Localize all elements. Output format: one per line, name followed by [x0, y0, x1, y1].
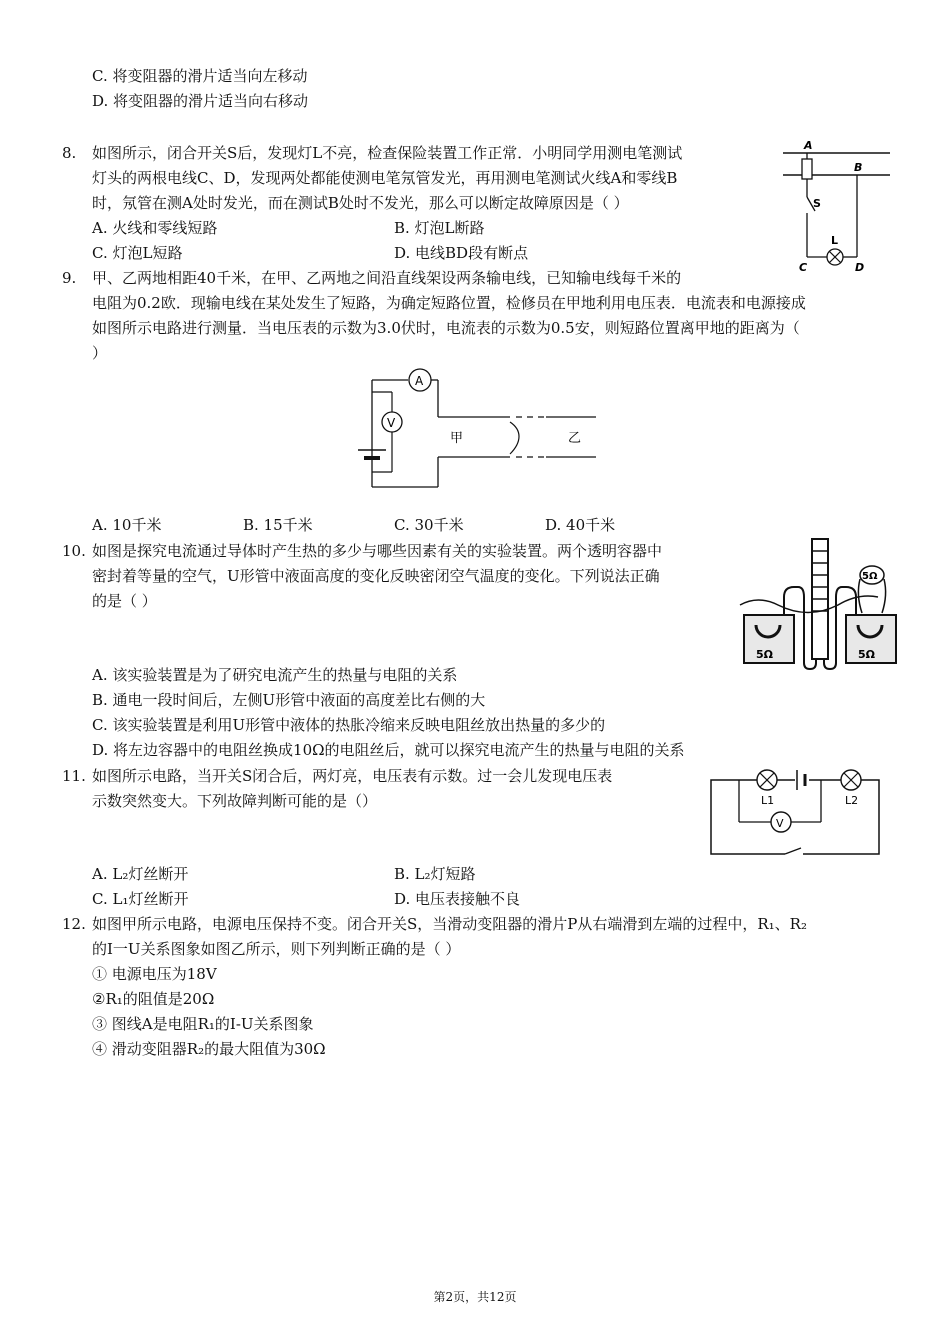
q12-statement-1: ① 电源电压为18V — [92, 965, 217, 983]
q8-option-b: B. 灯泡L断路 — [394, 219, 485, 237]
q9-stem-line1: 甲、乙两地相距40千米，在甲、乙两地之间沿直线架设两条输电线，已知输电线每千米的 — [92, 269, 682, 287]
q12-stem-line2: 的I一U关系图象如图乙所示，则下列判断正确的是（ ） — [92, 940, 461, 958]
q11-circuit-figure — [705, 762, 885, 862]
q10-stem-line3: 的是（ ） — [92, 592, 157, 610]
q8-stem-line2: 灯头的两根电线C、D，发现两处都能使测电笔氖管发光，再用测电笔测试火线A和零线B — [92, 169, 678, 187]
q7-option-d: D. 将变阻器的滑片适当向右移动 — [92, 92, 309, 110]
q9-option-d: D. 40千米 — [545, 516, 616, 534]
q11-option-d: D. 电压表接触不良 — [394, 890, 521, 908]
q11-voltmeter-label: V — [776, 817, 784, 830]
q8-option-d: D. 电线BD段有断点 — [394, 244, 529, 262]
q10-option-c: C. 该实验装置是利用U形管中液体的热胀冷缩来反映电阻丝放出热量的多少的 — [92, 716, 606, 734]
q10-option-d: D. 将左边容器中的电阻丝换成10Ω的电阻丝后，就可以探究电流产生的热量与电阻的关系 — [92, 741, 685, 759]
q11-stem-line1: 如图所示电路，当开关S闭合后，两灯亮，电压表有示数。过一会儿发现电压表 — [92, 767, 613, 785]
q8-stem-line1: 如图所示，闭合开关S后，发现灯L不亮，检查保险装置工作正常．小明同学用测电笔测试 — [92, 144, 683, 162]
q9-stem-line3: 如图所示电路进行测量．当电压表的示数为3.0伏时，电流表的示数为0.5安，则短路位置离甲地的距离为（ — [92, 319, 800, 337]
q9-option-b: B. 15千米 — [243, 516, 313, 534]
q10-top-resistor-label: 5Ω — [862, 571, 878, 582]
q9-circuit-figure — [350, 362, 600, 492]
q9-jia-label: 甲 — [450, 431, 464, 446]
q11-option-c: C. L₁灯丝断开 — [92, 890, 189, 908]
q8-fig-label-b: B — [854, 161, 863, 174]
q10-stem-line2: 密封着等量的空气，U形管中液面高度的变化反映密闭空气温度的变化。下列说法正确 — [92, 567, 660, 585]
q10-option-b: B. 通电一段时间后，左侧U形管中液面的高度差比右侧的大 — [92, 691, 486, 709]
q8-fig-label-a: A — [804, 139, 813, 152]
q12-statement-3: ③ 图线A是电阻R₁的I-U关系图象 — [92, 1015, 314, 1033]
q9-stem-line2: 电阻为0.2欧．现输电线在某处发生了短路，为确定短路位置，检修员在甲地利用电压表．电流表和电源接成 — [92, 294, 806, 312]
q9-voltmeter-label: V — [387, 416, 396, 430]
q7-option-c: C. 将变阻器的滑片适当向左移动 — [92, 67, 308, 85]
q8-option-c: C. 灯泡L短路 — [92, 244, 183, 262]
q11-l2-label: L2 — [845, 794, 859, 807]
q11-option-a: A. L₂灯丝断开 — [92, 865, 189, 883]
q9-number: 9. — [62, 269, 77, 287]
q9-option-c: C. 30千米 — [394, 516, 464, 534]
q11-l1-label: L1 — [761, 794, 775, 807]
page-footer: 第2页，共12页 — [433, 1290, 517, 1304]
q12-statement-4: ④ 滑动变阻器R₂的最大阻值为30Ω — [92, 1040, 326, 1058]
q8-option-a: A. 火线和零线短路 — [92, 219, 218, 237]
q10-stem-line1: 如图是探究电流通过导体时产生热的多少与哪些因素有关的实验装置。两个透明容器中 — [92, 542, 663, 560]
q11-stem-line2: 示数突然变大。下列故障判断可能的是（） — [92, 792, 378, 810]
q10-number: 10. — [62, 542, 86, 560]
q10-left-resistor-label: 5Ω — [756, 648, 774, 661]
q9-option-a: A. 10千米 — [92, 516, 162, 534]
q8-fig-label-c: C — [799, 261, 808, 274]
q12-statement-2: ②R₁的阻值是20Ω — [92, 990, 215, 1008]
q8-number: 8. — [62, 144, 77, 162]
q12-number: 12. — [62, 915, 86, 933]
q12-stem-line1: 如图甲所示电路，电源电压保持不变。闭合开关S，当滑动变阻器的滑片P从右端滑到左端的过程中，R₁、R₂ — [92, 915, 807, 933]
q10-right-resistor-label: 5Ω — [858, 648, 876, 661]
q8-fig-label-s: S — [813, 197, 821, 210]
q11-option-b: B. L₂灯短路 — [394, 865, 476, 883]
q8-fig-label-l: L — [831, 234, 839, 247]
q9-ammeter-label: A — [415, 374, 424, 388]
q8-fig-label-d: D — [855, 261, 865, 274]
q11-number: 11. — [62, 767, 86, 785]
q9-stem-line4: ） — [92, 344, 108, 362]
q10-apparatus-figure — [738, 535, 900, 670]
q10-option-a: A. 该实验装置是为了研究电流产生的热量与电阻的关系 — [92, 666, 458, 684]
q8-circuit-figure — [775, 135, 895, 275]
q8-stem-line3: 时，氖管在测A处时发光，而在测试B处时不发光，那么可以断定故障原因是（ ） — [92, 194, 629, 212]
q9-yi-label: 乙 — [568, 431, 582, 446]
